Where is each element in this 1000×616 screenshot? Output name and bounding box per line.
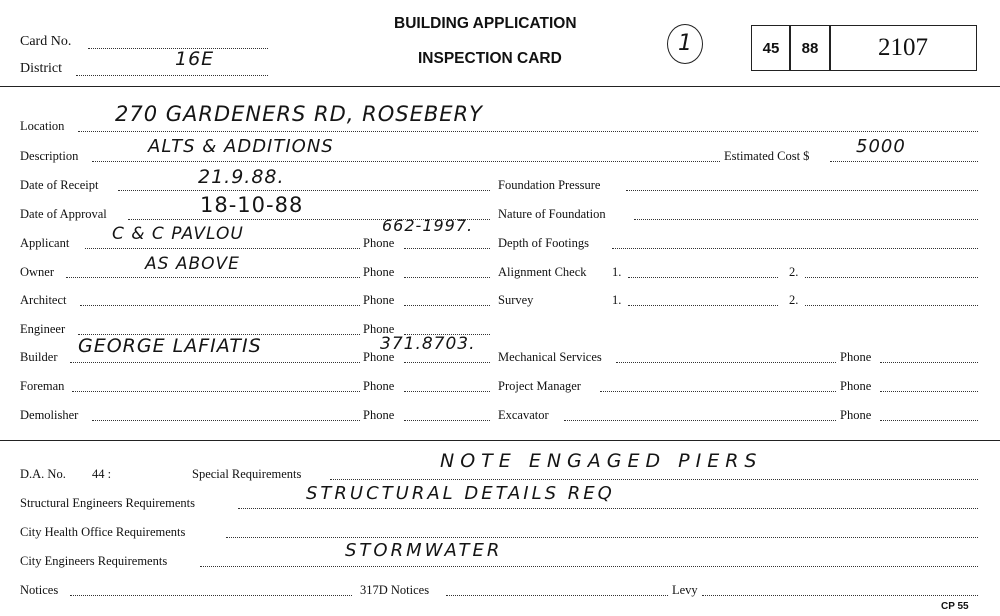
project-manager-phone-label: Phone [840, 379, 872, 393]
location-value: 270 GARDENERS RD, ROSEBERY [115, 102, 483, 126]
architect-phone-field [404, 305, 490, 306]
architect-label: Architect [20, 293, 67, 307]
district-field [76, 75, 268, 76]
alignment-check-label: Alignment Check [498, 265, 587, 279]
survey-field1 [628, 305, 778, 306]
levy-label: Levy [672, 583, 698, 597]
owner-label: Owner [20, 265, 55, 279]
date-approval-label: Date of Approval [20, 207, 107, 221]
demolisher-phone-label: Phone [363, 408, 395, 422]
estimated-cost-value: 5000 [856, 136, 906, 157]
box-number [829, 25, 977, 71]
notices-317d-label: 317D Notices [360, 583, 430, 597]
mechanical-services-field [616, 362, 836, 363]
box-b [789, 25, 831, 71]
special-req-label: Special Requirements [192, 467, 302, 481]
builder-value: GEORGE LAFIATIS [78, 335, 262, 357]
foreman-phone-field [404, 391, 490, 392]
location-label: Location [20, 119, 65, 133]
health-label: City Health Office Requirements [20, 525, 186, 539]
title-line2: INSPECTION CARD [418, 50, 562, 67]
engineer-label: Engineer [20, 322, 66, 336]
levy-field [702, 595, 978, 596]
foreman-phone-label: Phone [363, 379, 395, 393]
excavator-phone-field [880, 420, 978, 421]
applicant-field [85, 248, 360, 249]
alignment-check-field2 [805, 277, 978, 278]
box-a-value: 45 [762, 39, 780, 57]
architect-field [80, 305, 360, 306]
alignment-check-num2: 2. [789, 265, 799, 279]
demolisher-label: Demolisher [20, 408, 79, 422]
demolisher-field [92, 420, 360, 421]
description-value: ALTS & ADDITIONS [148, 136, 334, 157]
survey-num1: 1. [612, 293, 622, 307]
city-eng-label: City Engineers Requirements [20, 554, 168, 568]
mechanical-phone-label: Phone [840, 350, 872, 364]
demolisher-phone-field [404, 420, 490, 421]
structural-field [238, 508, 978, 509]
district-value: 16E [175, 48, 215, 70]
foundation-pressure-field [626, 190, 978, 191]
survey-label: Survey [498, 293, 534, 307]
project-manager-field [600, 391, 836, 392]
special-req-field [330, 479, 978, 480]
excavator-phone-label: Phone [840, 408, 872, 422]
circled-number-value: 1 [678, 31, 692, 56]
description-label: Description [20, 149, 79, 163]
foreman-field [72, 391, 360, 392]
notices-label: Notices [20, 583, 59, 597]
builder-field [70, 362, 360, 363]
estimated-cost-field [830, 161, 978, 162]
builder-phone-label: Phone [363, 350, 395, 364]
applicant-phone-value: 662-1997. [382, 216, 474, 235]
da-no-value: 44 : [92, 467, 112, 481]
box-a [751, 25, 791, 71]
owner-phone-label: Phone [363, 265, 395, 279]
box-b-value: 88 [801, 39, 819, 57]
mechanical-services-label: Mechanical Services [498, 350, 602, 364]
date-receipt-field [118, 190, 490, 191]
excavator-field [564, 420, 836, 421]
divider-middle [0, 440, 1000, 441]
health-field [226, 537, 978, 538]
owner-field [66, 277, 360, 278]
description-field [92, 161, 720, 162]
builder-phone-value: 371.8703. [380, 334, 476, 354]
structural-label: Structural Engineers Requirements [20, 496, 195, 510]
depth-footings-field [612, 248, 978, 249]
applicant-label: Applicant [20, 236, 70, 250]
owner-phone-field [404, 277, 490, 278]
applicant-phone-label: Phone [363, 236, 395, 250]
date-receipt-label: Date of Receipt [20, 178, 99, 192]
alignment-check-field1 [628, 277, 778, 278]
depth-footings-label: Depth of Footings [498, 236, 589, 250]
project-manager-label: Project Manager [498, 379, 581, 393]
builder-phone-field [404, 362, 490, 363]
nature-foundation-field [634, 219, 978, 220]
location-field [78, 131, 978, 132]
form-code: CP 55 [941, 601, 969, 612]
city-eng-value: STORMWATER [345, 540, 503, 561]
excavator-label: Excavator [498, 408, 549, 422]
circled-number [667, 24, 703, 64]
estimated-cost-label: Estimated Cost $ [724, 149, 810, 163]
alignment-check-num1: 1. [612, 265, 622, 279]
date-receipt-value: 21.9.88. [198, 166, 285, 188]
structural-value: STRUCTURAL DETAILS REQ [306, 483, 615, 504]
card-no-label: Card No. [20, 34, 72, 49]
survey-num2: 2. [789, 293, 799, 307]
notices-field [70, 595, 352, 596]
project-manager-phone-field [880, 391, 978, 392]
foreman-label: Foreman [20, 379, 65, 393]
engineer-phone-label: Phone [363, 322, 395, 336]
builder-label: Builder [20, 350, 58, 364]
special-req-value: NOTE ENGAGED PIERS [440, 450, 763, 472]
owner-value: AS ABOVE [145, 254, 240, 274]
da-no-label: D.A. No. [20, 467, 66, 481]
survey-field2 [805, 305, 978, 306]
mechanical-phone-field [880, 362, 978, 363]
applicant-phone-field [404, 248, 490, 249]
district-label: District [20, 61, 62, 76]
applicant-value: C & C PAVLOU [112, 224, 244, 244]
notices-317d-field [446, 595, 668, 596]
nature-foundation-label: Nature of Foundation [498, 207, 606, 221]
date-approval-value: 18-10-88 [200, 193, 304, 217]
title-line1: BUILDING APPLICATION [394, 15, 577, 32]
architect-phone-label: Phone [363, 293, 395, 307]
foundation-pressure-label: Foundation Pressure [498, 178, 601, 192]
box-number-value: 2107 [878, 34, 928, 61]
city-eng-field [200, 566, 978, 567]
divider-top [0, 86, 1000, 87]
